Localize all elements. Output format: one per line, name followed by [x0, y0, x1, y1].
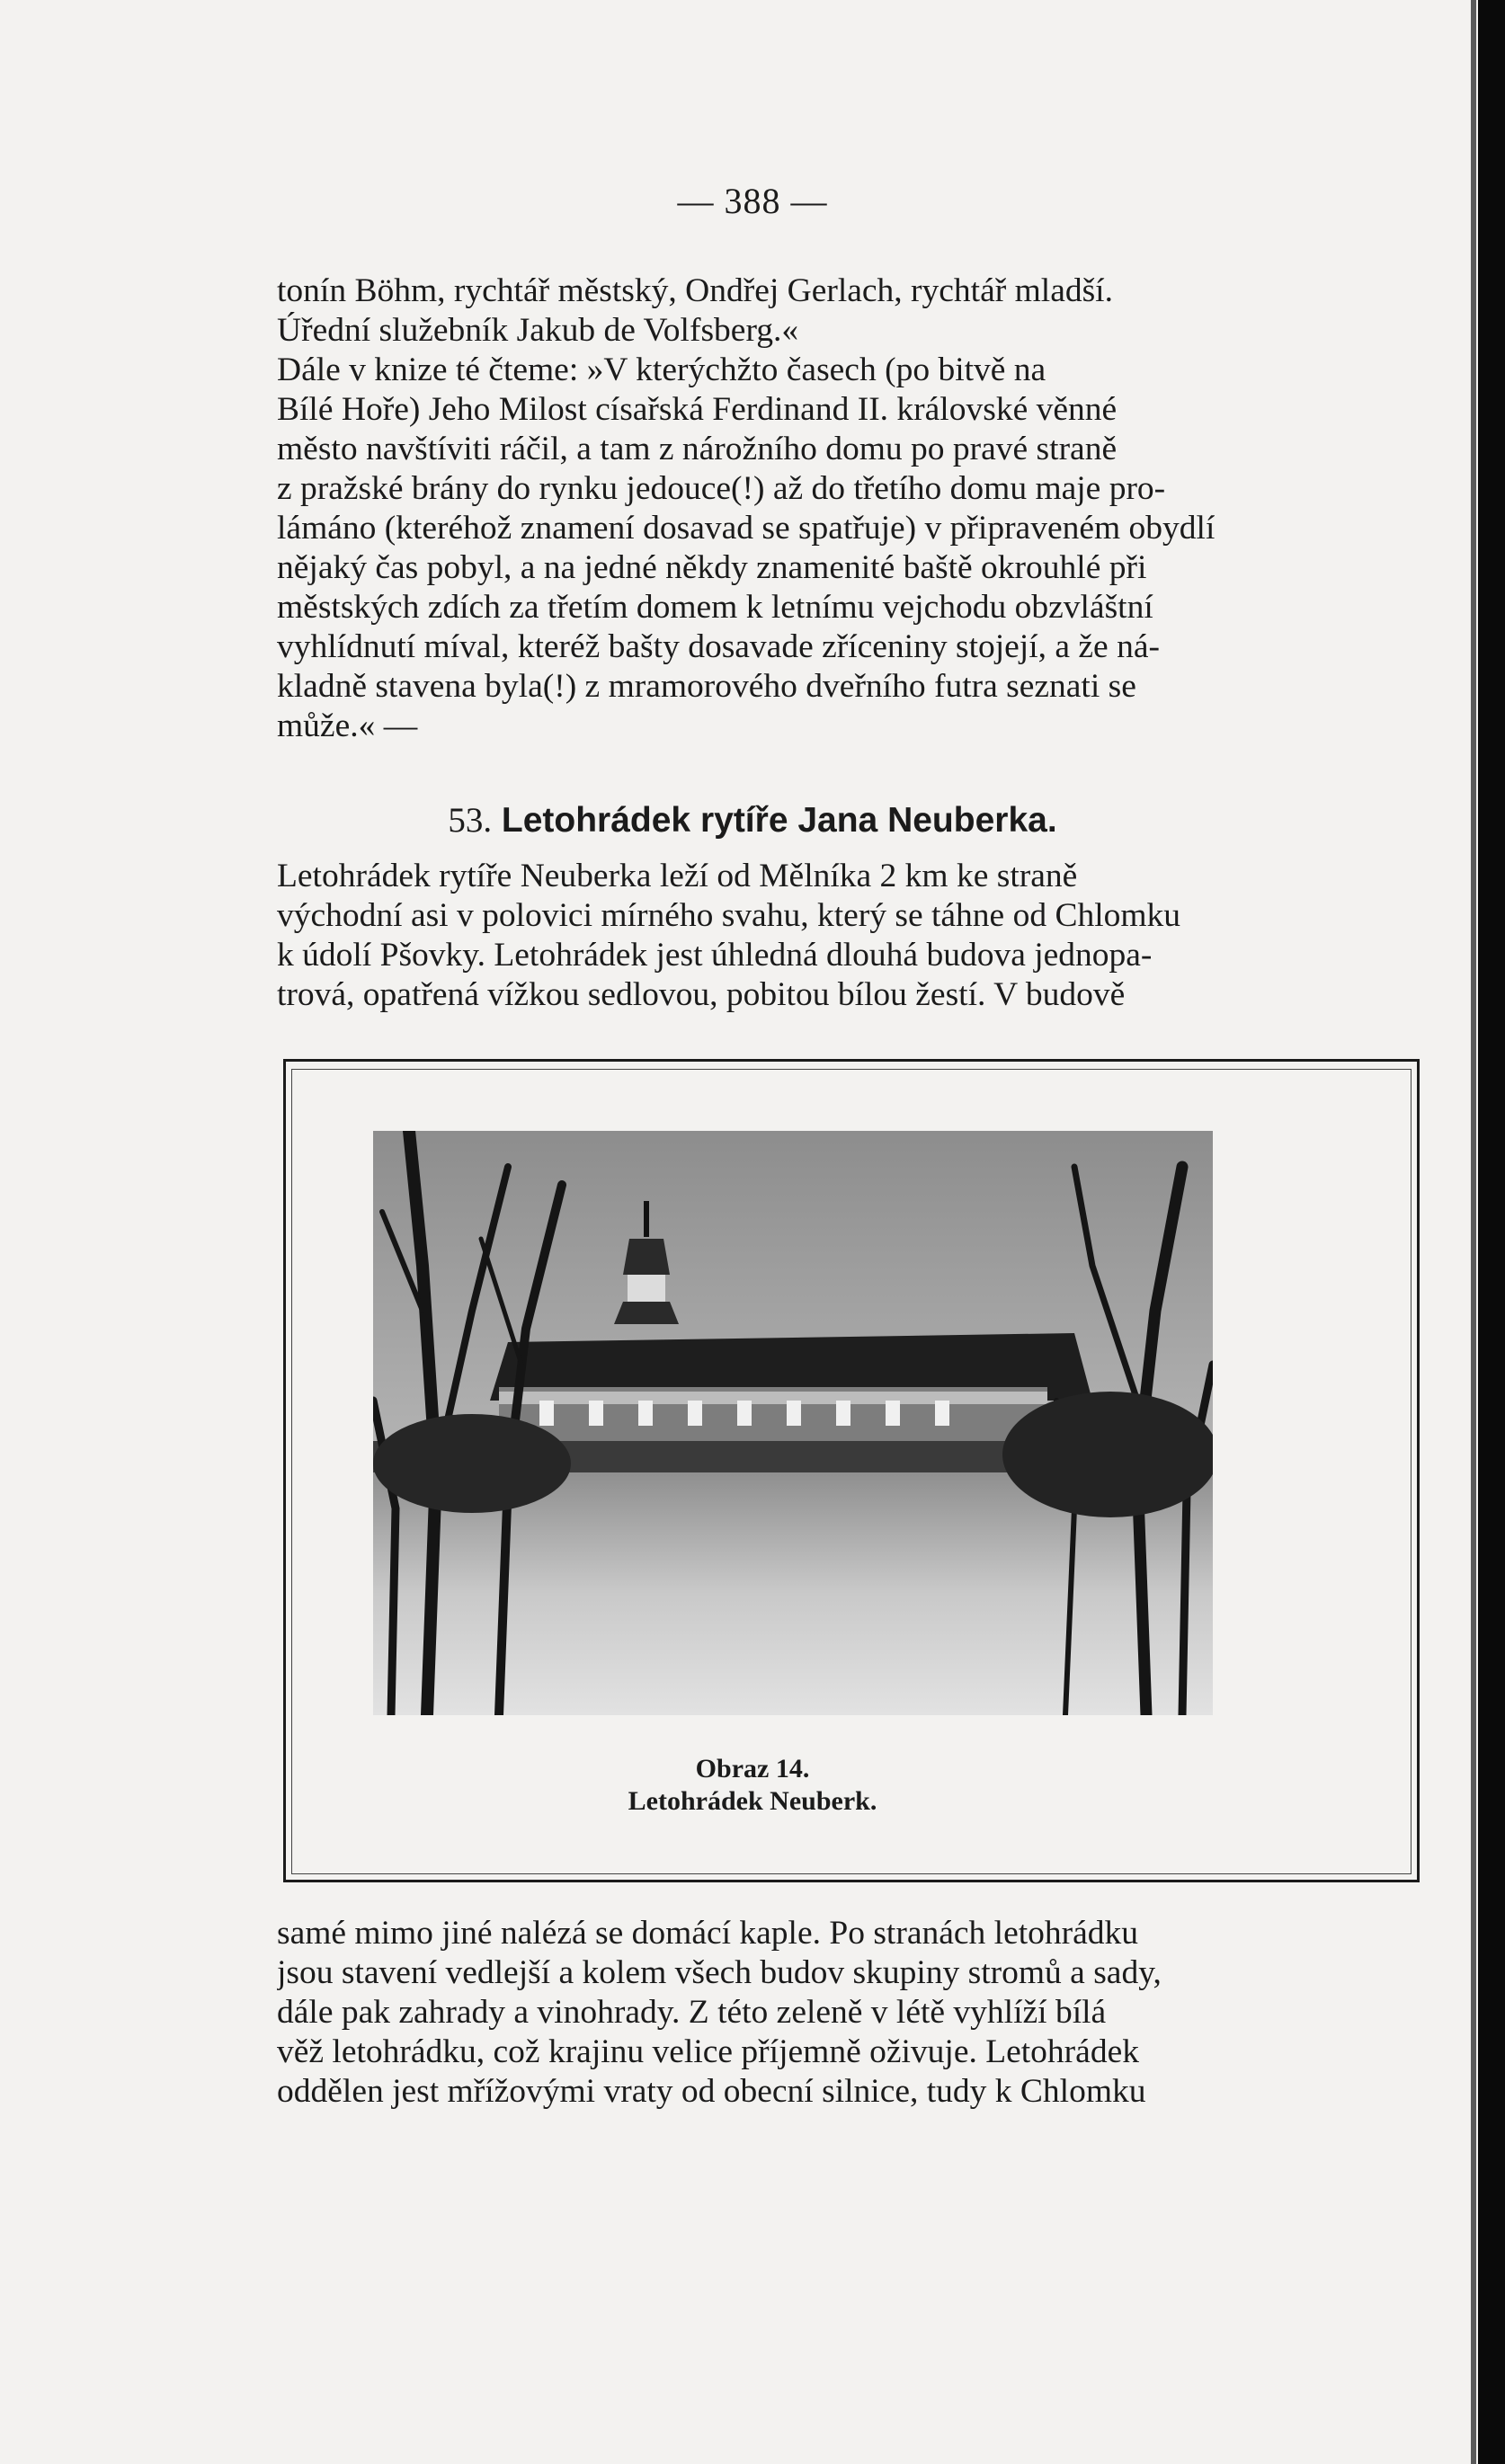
text-line: oddělen jest mřížovými vraty od obecní silnice, tudy k Chlomku	[277, 2073, 1146, 2110]
figure-caption	[0, 1753, 1505, 1818]
text-line: tonín Böhm, rychtář městský, Ondřej Gerlach, rychtář mladší.	[277, 272, 1113, 309]
text-line: lámáno (kteréhož znamení dosavad se spatřuje) v připraveném obydlí	[277, 510, 1216, 547]
section-number: 53.	[448, 801, 493, 840]
text-line: Úřední služebník Jakub de Volfsberg.«	[277, 312, 799, 349]
paragraph-top	[277, 271, 1420, 746]
text-line: věž letohrádku, což krajinu velice příjemně oživuje. Letohrádek	[277, 2033, 1139, 2070]
text-line: Letohrádek rytíře Neuberka leží od Mělníka 2 km ke straně	[277, 858, 1078, 894]
text-line: jsou stavení vedlejší a kolem všech budov skupiny stromů a sady,	[277, 1954, 1162, 1991]
figure-label: Obraz 14.	[695, 1754, 810, 1784]
text-line: Bílé Hoře) Jeho Milost císařská Ferdinand II. královské věnné	[277, 391, 1118, 428]
section-title: Letohrádek rytíře Jana Neuberka.	[501, 801, 1057, 840]
text-line: dále pak zahrady a vinohrady. Z této zeleně v létě vyhlíží bílá	[277, 1994, 1107, 2031]
text-line: k údolí Pšovky. Letohrádek jest úhledná dlouhá budova jednopa-	[277, 937, 1153, 974]
page-number: — 388 —	[677, 181, 828, 221]
text-line: samé mimo jiné nalézá se domácí kaple. Po stranách letohrádku	[277, 1915, 1139, 1952]
text-line: z pražské brány do rynku jedouce(!) až do třetího domu maje pro-	[277, 470, 1166, 507]
text-line: východní asi v polovici mírného svahu, který se táhne od Chlomku	[277, 897, 1181, 934]
text-line: vyhlídnutí míval, kteréž bašty dosavade zříceniny stojejí, a že ná-	[277, 628, 1160, 665]
text-line: trová, opatřená vížkou sedlovou, pobitou bílou žestí. V budově	[277, 976, 1126, 1013]
figure-title: Letohrádek Neuberk.	[628, 1786, 877, 1816]
paragraph-bottom	[277, 1914, 1420, 2112]
text-line: Dále v knize té čteme: »V kterýchžto časech (po bitvě na	[277, 351, 1046, 388]
text-line: město navštíviti ráčil, a tam z nárožního domu po pravé straně	[277, 431, 1118, 467]
section-heading	[0, 800, 1505, 841]
text-line: může.« —	[277, 707, 418, 744]
building-photo	[373, 1131, 1213, 1715]
text-line: městských zdích za třetím domem k letnímu vejchodu obzvláštní	[277, 589, 1153, 626]
paragraph-section	[277, 857, 1420, 1015]
text-line: kladně stavena byla(!) z mramorového dveřního futra seznati se	[277, 668, 1136, 705]
text-line: nějaký čas pobyl, a na jedné někdy znamenité baště okrouhlé při	[277, 549, 1147, 586]
page-edge-shadow	[1478, 0, 1505, 2464]
